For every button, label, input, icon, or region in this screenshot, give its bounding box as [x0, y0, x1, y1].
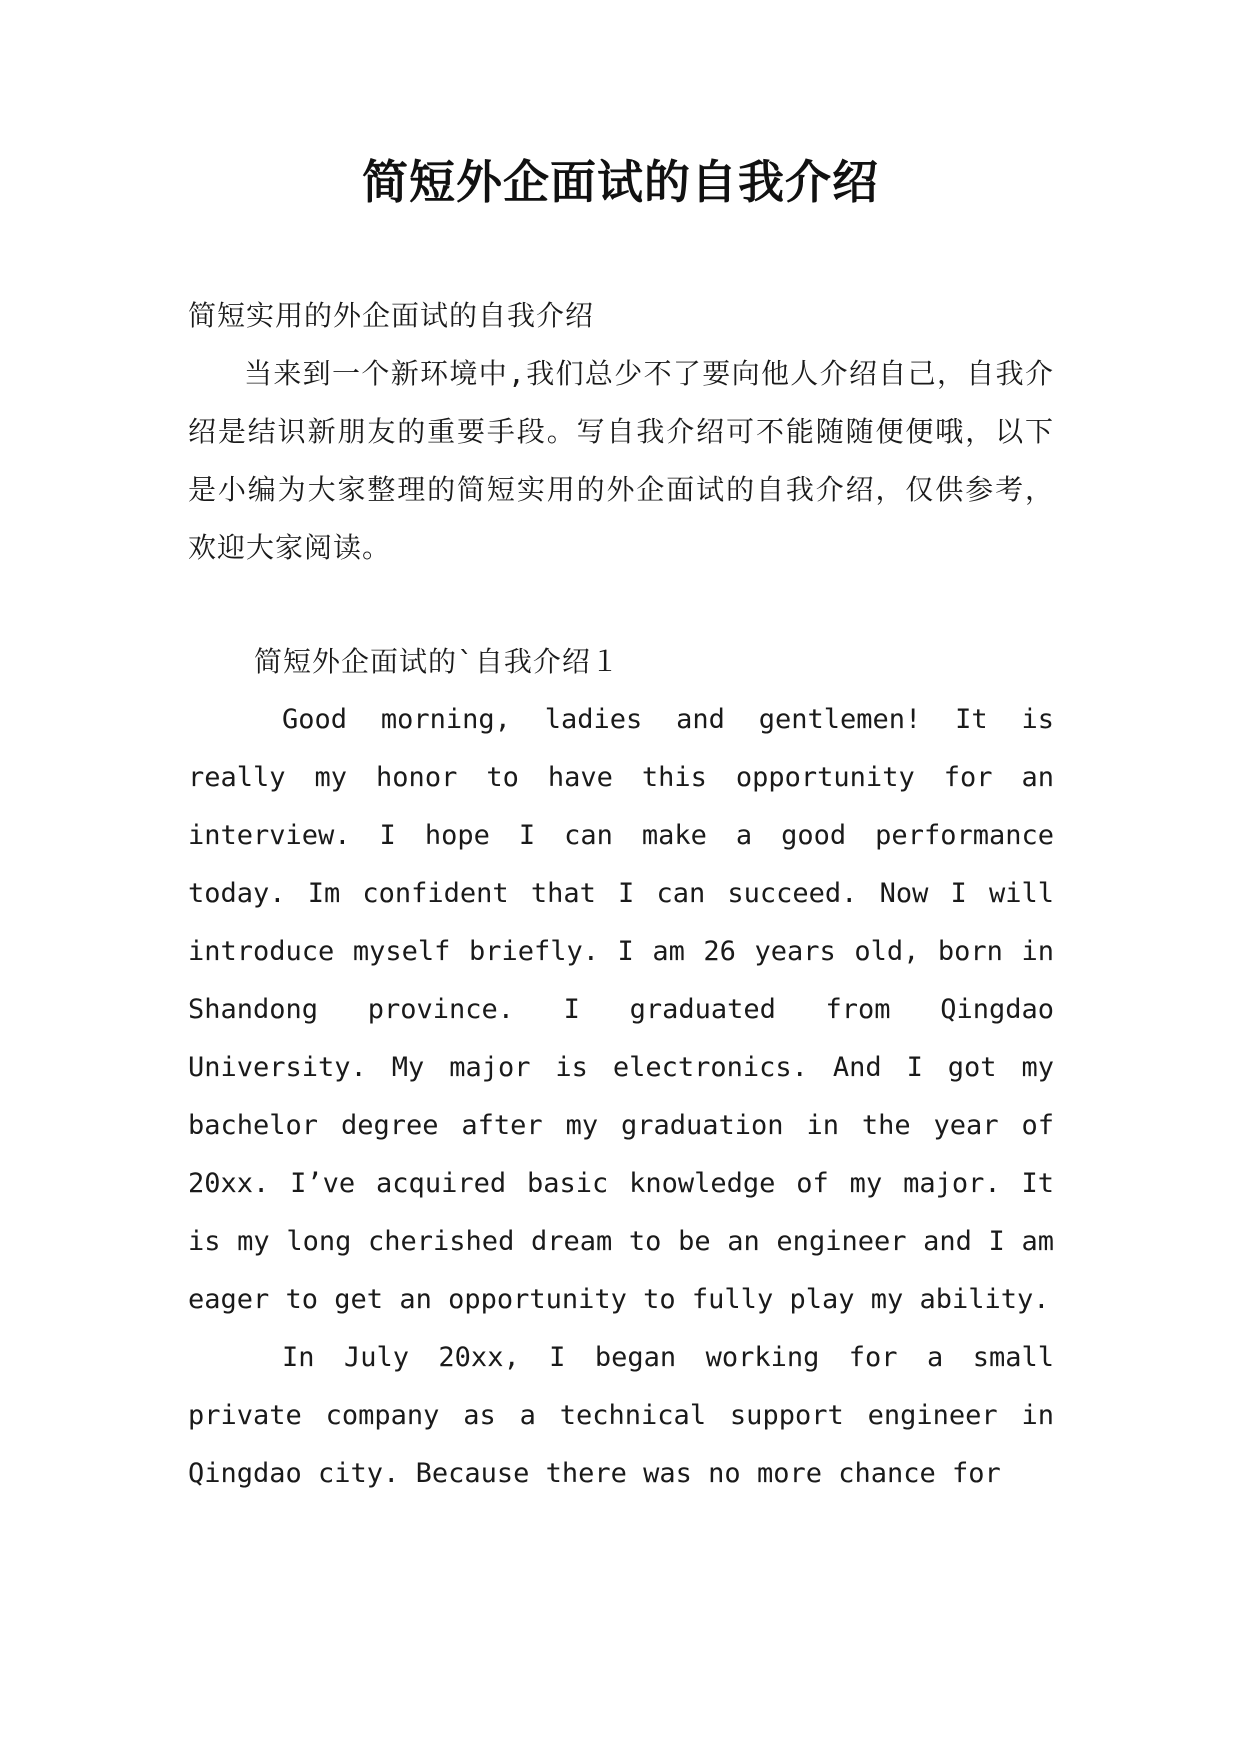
- document-title: 简短外企面试的自我介绍: [362, 155, 879, 209]
- intro-paragraph: 当来到一个新环境中,我们总少不了要向他人介绍自己，自我介绍是结识新朋友的重要手段。写自我介绍可不能随随便便哦，以下是小编为大家整理的简短实用的外企面试的自我介绍，仅供参考，欢迎大家阅读。: [188, 357, 1054, 564]
- section-heading: 简短外企面试的`自我介绍１: [254, 645, 620, 678]
- body-paragraph-1: Good morning, ladies and gentlemen! It is really my honor to have this opportunity for an interview. I hope I can make a good performance today. Im confident that I can succeed. Now I will introduce myself briefly. I am 26 years old, born in Shandong province. I graduated from Qingdao University. My major is electronics. And I got my bachelor degree after my graduation in the year of 20xx. I’ve acquired basic knowledge of my major. It is my long cherished dream to be an engineer and I am eager to get an opportunity to fully play my ability.: [188, 704, 1054, 1315]
- document-subtitle: 简短实用的外企面试的自我介绍: [188, 299, 595, 332]
- body-paragraph-2: In July 20xx, I began working for a small private company as a technical support engineer in Qingdao city. Because there was no more chance for: [188, 1342, 1054, 1489]
- intro-section: [188, 287, 1054, 577]
- section-1: [188, 633, 1054, 1503]
